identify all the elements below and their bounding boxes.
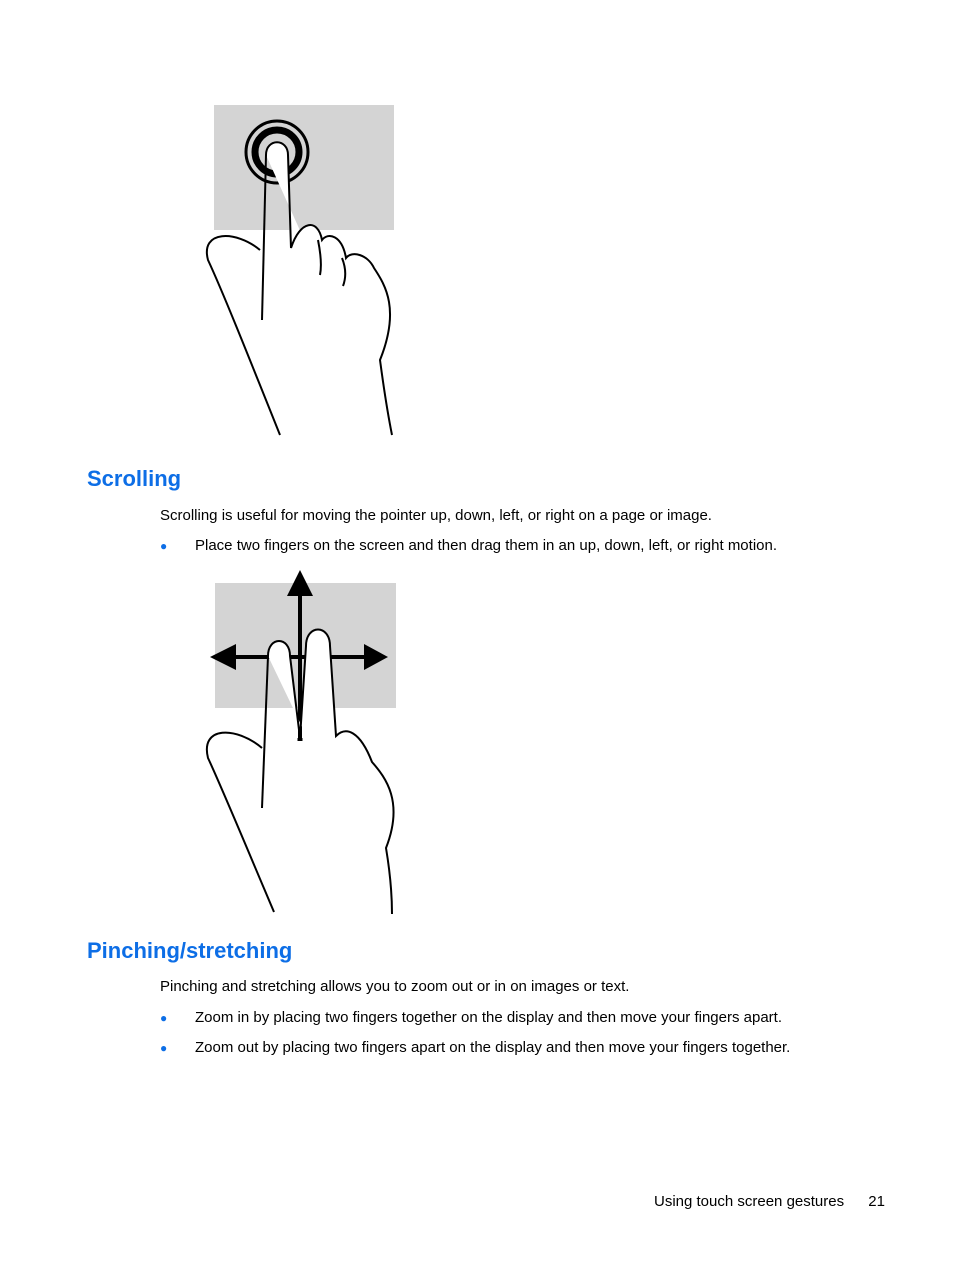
pinching-description: Pinching and stretching allows you to zoom out or in on images or text. (160, 978, 630, 995)
page-footer (654, 1192, 885, 1212)
thumb-outline (207, 236, 280, 435)
tap-hand-icon (200, 100, 420, 440)
scrolling-description: Scrolling is useful for moving the pointer up, down, left, or right on a page or image. (160, 507, 712, 524)
section-heading-pinching: Pinching/stretching (87, 938, 293, 963)
list-item-text: Zoom out by placing two fingers apart on the display and then move your fingers together. (195, 1039, 791, 1056)
bullet-icon: ● (160, 1011, 168, 1025)
scroll-hand-icon (200, 566, 420, 916)
list-item-text: Zoom in by placing two fingers together on the display and then move your fingers apart. (195, 1009, 782, 1026)
list-item-text: Place two fingers on the screen and then drag them in an up, down, left, or right motion. (195, 537, 778, 554)
tap-gesture-illustration (200, 100, 420, 440)
bullet-icon: ● (160, 539, 168, 553)
bullet-icon: ● (160, 1041, 168, 1055)
section-heading-scrolling: Scrolling (87, 466, 182, 491)
footer-title: Using touch screen gestures (654, 1193, 845, 1210)
scroll-gesture-illustration (200, 566, 420, 916)
page-number: 21 (868, 1193, 885, 1210)
